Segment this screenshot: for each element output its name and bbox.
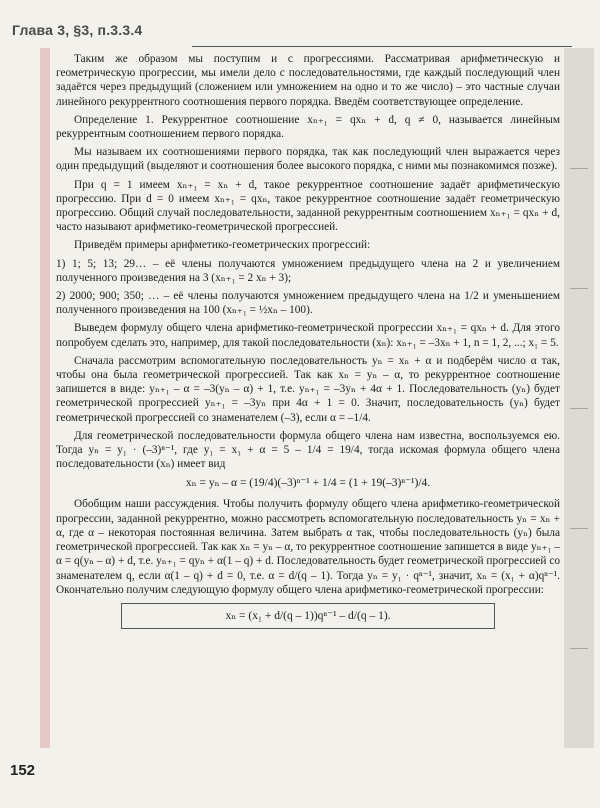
paragraph-derivation: Выведем формулу общего члена арифметико-геометрической прогрессии xₙ₊₁ = qxₙ + d. Для этого попробуем сделать это, например, для такой последовательности (xₙ): xₙ₊₁ = –3xₙ + 1, n = 1, 2, ...; x₁ = 5. xyxy=(56,322,560,349)
formula-boxed: xₙ = (x₁ + d/(q – 1))qⁿ⁻¹ – d/(q – 1). xyxy=(121,603,495,629)
margin-line xyxy=(570,408,588,409)
page-content xyxy=(56,52,560,742)
paragraph-generalization: Обобщим наши рассуждения. Чтобы получить формулу общего члена арифметико-геометрической прогрессии, заданной рекуррентно, можно рассмотреть вспомогательную последовательность yₙ = xₙ + α, где α – некоторая постоянная величина. Затем выбрать α так, чтобы последовательность (yₙ) была геометрической прогрессией. Так как xₙ = yₙ – α, то рекуррентное соотношение запишется в виде yₙ₊₁ – α = q(yₙ – α) + d, т.е. yₙ₊₁ = qyₙ + α(1 – q) + d. Последовательность будет геометрической прогрессией со знаменателем q, если α(1 – q) + d = 0, т.е. α = d/(q – 1). Тогда yₙ = y₁ · qⁿ⁻¹, значит, xₙ = (x₁ + α)qⁿ⁻¹. Окончательно получим следующую формулу общего члена арифметико-геометрической прогрессии: xyxy=(56,498,560,596)
page-header xyxy=(12,22,572,44)
right-margin-bar xyxy=(564,48,594,748)
margin-line xyxy=(570,168,588,169)
paragraph-special-cases: При q = 1 имеем xₙ₊₁ = xₙ + d, такое рекуррентное соотношение задаёт арифметическую прогрессию. При d = 0 имеем xₙ₊₁ = qxₙ, такое рекуррентное соотношение задаёт геометрическую прогрессию. Общий случай последовательности, заданной рекуррентным соотношением xₙ₊₁ = qxₙ + d, часто называют арифметико-геометрической прогрессией. xyxy=(56,178,560,234)
header-rule xyxy=(192,46,572,47)
paragraph-intro: Таким же образом мы поступим и с прогрессиями. Рассматривая арифметическую и геометрическую прогрессии, мы имели дело с последовательностями, где каждый последующий член задаётся через предыдущий (сложением или умножением на одно и то же число) – это частные случаи линейного рекуррентного соотношения первого порядка. Введём соответствующее определение. xyxy=(56,53,560,108)
paragraph-definition: Определение 1. Рекуррентное соотношение xₙ₊₁ = qxₙ + d, q ≠ 0, называется линейным рекуррентным соотношением первого порядка. xyxy=(56,113,560,141)
paragraph-geometric: Для геометрической последовательности формула общего члена нам известна, воспользуемся ею. Тогда yₙ = y₁ · (–3)ⁿ⁻¹, где y₁ = x₁ + α = 5 – 1/4 = 19/4, тогда искомая формула общего члена последовательности (xₙ) имеет вид xyxy=(56,429,560,471)
margin-line xyxy=(570,288,588,289)
margin-line xyxy=(570,648,588,649)
paragraph-auxiliary: Сначала рассмотрим вспомогательную последовательность yₙ = xₙ + α и подберём число α так, чтобы она была геометрической прогрессией. Так как xₙ = yₙ – α, то рекуррентное соотношение запишется в виде: yₙ₊₁ – α = –3(yₙ – α) + 1, т.е. yₙ₊₁ = –3yₙ + 4α + 1. Последовательность (yₙ) будет геометрической прогрессией yₙ₊₁ = –3yₙ при 4α + 1 = 0. Значит, последовательность (yₙ) будет геометрической прогрессией со знаменателем (–3), если α = –1/4. xyxy=(56,354,560,424)
left-margin-bar xyxy=(40,48,50,748)
paragraph-first-order: Мы называем их соотношениями первого порядка, так как последующий член выражается через один предыдущий (выделяют и соотношения более высокого порядка, с ними мы познакомимся позже). xyxy=(56,146,560,173)
page-number: 152 xyxy=(10,762,36,779)
paragraph-example-2: 2) 2000; 900; 350; … – её члены получаются умножением предыдущего члена на 1/2 и уменьшением полученного произведения на 100 (xₙ₊₁ = ½xₙ – 100). xyxy=(56,290,560,317)
formula-main: xₙ = yₙ – α = (19/4)(–3)ⁿ⁻¹ + 1/4 = (1 + 19(–3)ⁿ⁻¹)/4. xyxy=(185,477,431,490)
paragraph-example-1: 1) 1; 5; 13; 29… – её члены получаются умножением предыдущего члена на 2 и увеличением полученного произведения на 3 (xₙ₊₁ = 2 xₙ + 3); xyxy=(56,257,560,284)
chapter-title: Глава 3, §3, п.3.3.4 xyxy=(12,22,143,38)
margin-line xyxy=(570,528,588,529)
paragraph-examples-intro: Приведём примеры арифметико-геометрических прогрессий: xyxy=(74,239,371,252)
